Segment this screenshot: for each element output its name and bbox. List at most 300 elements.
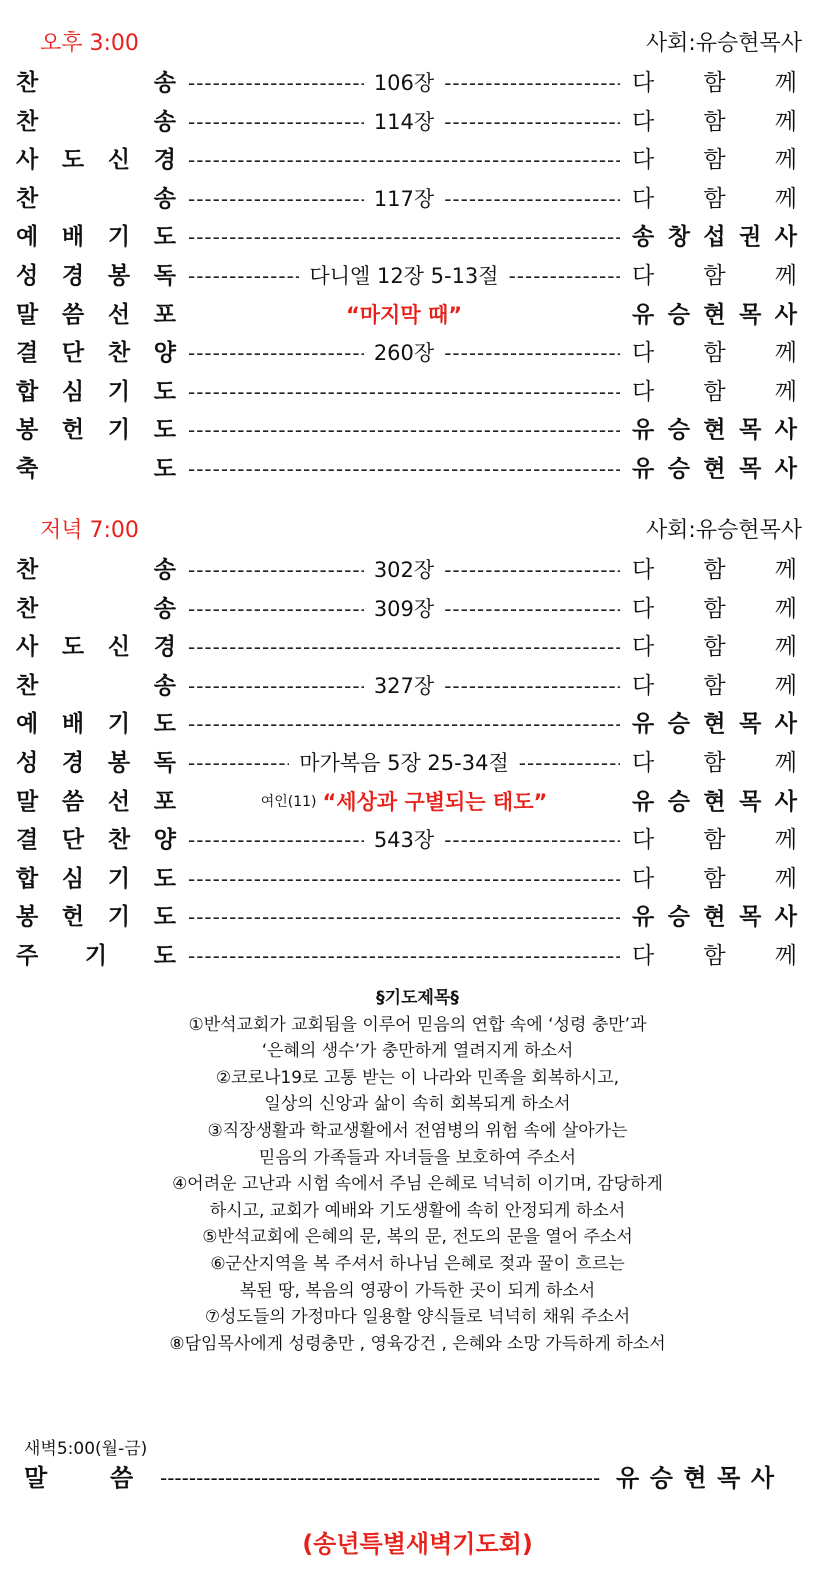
leader-dashes [444,64,620,102]
leader-char: 함 [703,827,726,854]
leader-char: 함 [703,70,726,96]
leader-char: 다 [632,185,655,212]
leader-char: 께 [774,185,797,212]
order-detail [188,141,620,179]
label-char: 기 [107,378,131,405]
label-char: 헌 [61,417,85,444]
prayer-line: ④어려운 고난과 시험 속에서 주님 은혜로 넉넉히 이기며, 감당하게 [172,1174,663,1195]
label-char: 신 [107,147,131,174]
leader-char: 목 [739,788,762,815]
order-detail [188,898,620,936]
order-row [0,296,835,335]
leader-char: 다 [632,108,655,135]
order-detail [188,667,620,705]
prayer-line: ③직장생활과 학교생활에서 전염병의 위험 속에 살아가는 [207,1120,628,1141]
order-label [16,628,176,666]
leader-dashes [188,180,364,218]
leader-char: 함 [703,262,726,289]
label-char: 헌 [61,904,85,931]
leader-dashes [444,590,620,628]
order-leader [632,744,797,782]
order-label [16,450,176,488]
section-header [0,507,835,551]
leader-char: 사 [774,301,797,328]
service-time: 저녁 7:00 [40,518,139,543]
label-char: 선 [107,788,131,815]
label-char: 도 [153,417,176,444]
order-detail [188,450,620,488]
leader-char: 유 [632,417,655,444]
leader-char: 께 [774,557,797,583]
prayer-topics [0,985,835,1357]
leader-dashes [188,821,364,859]
label-char: 축 [16,455,39,482]
order-row [0,218,835,257]
leader-char: 께 [774,634,797,661]
leader-char: 께 [774,378,797,405]
leader-char: 유 [616,1464,640,1492]
leader-dashes [509,257,620,295]
leader-char: 께 [774,595,797,622]
label-char: 말 [16,301,39,328]
order-label [16,551,176,589]
leader-char: 현 [703,417,726,444]
leader-char: 섭 [703,224,726,251]
leader-char: 목 [739,301,762,328]
section-header [0,20,835,64]
leader-char: 사 [774,417,797,444]
leader-dashes [188,898,620,936]
leader-char: 께 [774,262,797,289]
prayer-line: 믿음의 가족들과 자녀들을 보호하여 주소서 [258,1147,577,1168]
prayer-line: ⑦성도들의 가정마다 일용할 양식들로 넉넉히 채워 주소서 [204,1307,631,1328]
leader-char: 함 [703,634,726,661]
order-label [16,296,176,334]
leader-char: 현 [703,904,726,931]
order-label [16,411,176,449]
order-detail [188,103,620,141]
leader-char: 현 [703,711,726,738]
label-char: 경 [61,262,85,289]
leader-dashes [444,667,620,705]
leader-char: 다 [632,749,655,776]
order-label [16,821,176,859]
label-char: 양 [153,827,176,854]
order-row [0,667,835,706]
label-char: 송 [153,672,176,699]
order-list [0,551,835,976]
label-char: 봉 [107,262,131,289]
label-char: 씀 [61,301,85,328]
label-char: 결 [16,340,39,367]
leader-dashes [188,257,299,295]
label-char: 사 [16,634,39,661]
order-leader [632,180,797,218]
leader-char: 승 [667,455,690,482]
leader-char: 다 [632,557,655,583]
order-reference: 302장 [373,558,435,582]
label-char: 도 [61,634,85,661]
label-char: 송 [153,108,176,135]
leader-char: 함 [703,672,726,699]
leader-char: 다 [632,827,655,854]
leader-char: 함 [703,942,726,969]
prayer-line: 복된 땅, 복음의 영광이 가득한 곳이 되게 하소서 [239,1280,596,1301]
leader-char: 께 [774,865,797,892]
label-char: 송 [153,557,176,583]
label-char: 합 [16,865,39,892]
order-leader [632,705,797,743]
leader-dashes [188,218,620,256]
order-reference: 543장 [373,828,435,853]
order-leader [632,257,797,295]
order-row [0,257,835,296]
leader-char: 다 [632,942,655,969]
leader-dashes [188,937,620,975]
service-time: 오후 3:00 [40,31,139,56]
order-detail [188,744,620,782]
label-char: 성 [16,749,39,776]
leader-char: 함 [703,340,726,367]
order-leader [632,141,797,179]
label-char: 찬 [107,827,131,854]
dawn-label-2: 씀 [110,1464,134,1492]
dawn-label-1: 말 [24,1464,48,1492]
order-label [16,64,176,102]
leader-dashes [444,551,620,589]
leader-char: 권 [739,224,762,251]
leader-char: 다 [632,595,655,622]
order-row [0,783,835,822]
order-label [16,334,176,372]
label-char: 송 [153,595,176,622]
prayer-line: ⑥군산지역을 복 주셔서 하나님 은혜로 젖과 꿀이 흐르는 [210,1253,625,1274]
order-detail [188,628,620,666]
label-char: 포 [153,301,176,328]
label-char: 단 [61,340,85,367]
leader-char: 사 [774,788,797,815]
leader-char: 함 [703,865,726,892]
label-char: 경 [153,634,176,661]
order-detail [188,257,620,295]
label-char: 찬 [16,557,39,583]
evening-section [0,507,835,976]
label-char: 기 [84,942,108,969]
leader-char: 함 [703,557,726,583]
leader-char: 승 [649,1464,673,1492]
dawn-time: 새벽5:00(월-금) [24,1439,148,1459]
leader-char: 함 [703,378,726,405]
order-detail [188,296,620,334]
dawn-leader [616,1458,774,1498]
dawn-row [0,1458,835,1498]
order-leader [632,628,797,666]
label-char: 신 [107,634,131,661]
order-label [16,373,176,411]
prayer-heading: §기도제목§ [376,988,459,1008]
order-row [0,744,835,783]
leader-char: 승 [667,788,690,815]
leader-char: 목 [739,455,762,482]
leader-char: 승 [667,904,690,931]
label-char: 성 [16,262,39,289]
label-char: 포 [153,788,176,815]
order-reference: 114장 [373,109,435,134]
order-detail [188,373,620,411]
leader-char: 께 [774,340,797,367]
label-char: 결 [16,827,39,854]
order-label [16,937,176,975]
order-reference: 117장 [373,186,435,211]
order-row [0,180,835,219]
order-row [0,450,835,489]
leader-char: 함 [703,108,726,135]
order-row [0,705,835,744]
order-row [0,373,835,412]
leader-char: 께 [774,827,797,854]
leader-char: 유 [632,711,655,738]
order-leader [632,103,797,141]
leader-dashes [188,705,620,743]
leader-dashes [188,860,620,898]
leader-char: 께 [774,942,797,969]
label-char: 찬 [16,672,39,699]
leader-dashes [519,744,620,782]
label-char: 합 [16,378,39,405]
service-host: 사회:유승현목사 [645,518,802,543]
leader-char: 목 [739,417,762,444]
order-label [16,860,176,898]
label-char: 봉 [107,749,131,776]
leader-char: 다 [632,262,655,289]
label-char: 도 [153,711,176,738]
label-char: 도 [153,455,176,482]
leader-char: 창 [667,224,690,251]
leader-dashes [188,628,620,666]
label-char: 기 [107,865,131,892]
order-detail [188,783,620,821]
leader-dashes [188,411,620,449]
label-char: 독 [153,262,176,289]
prayer-line: ‘은혜의 생수’가 충만하게 열려지게 하소서 [261,1041,574,1062]
label-char: 경 [61,749,85,776]
label-char: 도 [153,378,176,405]
sermon-title: “세상과 구별되는 태도” [322,789,548,814]
label-char: 도 [153,865,176,892]
order-leader [632,860,797,898]
order-leader [632,373,797,411]
order-leader [632,334,797,372]
leader-char: 목 [739,904,762,931]
leader-char: 다 [632,378,655,405]
order-detail [188,411,620,449]
leader-char: 다 [632,865,655,892]
leader-dashes [188,334,364,372]
leader-char: 께 [774,749,797,776]
order-row [0,860,835,899]
leader-char: 사 [774,904,797,931]
order-leader [632,898,797,936]
order-row [0,103,835,142]
sermon-title: “마지막 때” [345,302,463,327]
order-leader [632,937,797,975]
order-leader [632,783,797,821]
order-label [16,590,176,628]
label-char: 경 [153,147,176,174]
leader-dashes [444,334,620,372]
order-reference: 327장 [373,673,435,698]
leader-char: 사 [774,224,797,251]
label-char: 양 [153,340,176,367]
leader-char: 현 [703,455,726,482]
order-detail [188,64,620,102]
label-char: 말 [16,788,39,815]
label-char: 주 [16,942,39,969]
leader-dashes [188,373,620,411]
order-leader [632,590,797,628]
leader-dashes [444,103,620,141]
order-row [0,898,835,937]
prayer-line: 하시고, 교회가 예배와 기도생활에 속히 안정되게 하소서 [209,1200,626,1221]
leader-char: 께 [774,672,797,699]
order-reference: 다니엘 12장 5-13절 [309,263,499,288]
label-char: 찬 [16,108,39,135]
order-row [0,334,835,373]
leader-char: 다 [632,340,655,367]
label-char: 도 [153,224,176,251]
leader-char: 승 [667,301,690,328]
leader-char: 함 [703,595,726,622]
label-char: 예 [16,711,39,738]
order-label [16,218,176,256]
leader-char: 함 [703,185,726,212]
order-row [0,141,835,180]
order-detail [188,937,620,975]
leader-char: 께 [774,70,797,96]
label-char: 찬 [16,70,39,96]
label-char: 사 [16,147,39,174]
leader-dashes [188,590,364,628]
afternoon-section [0,20,835,489]
leader-dashes [188,103,364,141]
leader-char: 사 [774,455,797,482]
leader-dashes [188,141,620,179]
label-char: 기 [107,711,131,738]
leader-char: 함 [703,749,726,776]
order-leader [632,821,797,859]
leader-char: 유 [632,904,655,931]
leader-dashes [188,450,620,488]
prayer-line: ⑧담임목사에게 성령충만 , 영육강건 , 은혜와 소망 가득하게 하소서 [169,1333,666,1354]
label-char: 선 [107,301,131,328]
leader-char: 다 [632,634,655,661]
order-label [16,783,176,821]
sermon-prefix: 여인(11) [260,793,317,810]
label-char: 단 [61,827,85,854]
leader-char: 께 [774,108,797,135]
label-char: 송 [153,185,176,212]
order-leader [632,218,797,256]
leader-char: 께 [774,147,797,174]
leader-char: 사 [774,711,797,738]
order-detail [188,551,620,589]
order-leader [632,450,797,488]
order-detail [188,180,620,218]
order-label [16,103,176,141]
order-reference: 마가복음 5장 25-34절 [299,750,509,775]
order-reference: 106장 [373,71,435,95]
prayer-line: ⑤반석교회에 은혜의 문, 복의 문, 전도의 문을 열어 주소서 [202,1227,633,1248]
order-row [0,590,835,629]
leader-dashes [188,551,364,589]
leader-char: 현 [683,1464,707,1492]
label-char: 예 [16,224,39,251]
leader-char: 목 [739,711,762,738]
leader-char: 송 [632,224,655,251]
leader-char: 다 [632,70,655,96]
order-detail [188,860,620,898]
leader-dashes [444,180,620,218]
order-label [16,180,176,218]
dawn-note: (송년특별새벽기도회) [302,1530,533,1558]
prayer-line: ②코로나19로 고통 받는 이 나라와 민족을 회복하시고, [215,1067,620,1088]
leader-dashes [188,744,289,782]
order-leader [632,64,797,102]
service-host: 사회:유승현목사 [645,31,802,56]
label-char: 배 [61,224,85,251]
label-char: 도 [153,904,176,931]
order-label [16,141,176,179]
label-char: 독 [153,749,176,776]
order-detail [188,821,620,859]
order-detail [188,334,620,372]
leader-char: 유 [632,301,655,328]
order-detail [188,590,620,628]
prayer-lines [0,1012,835,1358]
leader-char: 유 [632,455,655,482]
label-char: 심 [61,865,85,892]
order-row [0,628,835,667]
label-char: 봉 [16,417,39,444]
label-char: 기 [107,224,131,251]
label-char: 찬 [16,595,39,622]
order-detail [188,218,620,256]
leader-char: 다 [632,672,655,699]
order-leader [632,667,797,705]
leader-dashes [188,667,364,705]
leader-char: 현 [703,301,726,328]
prayer-line: 일상의 신앙과 삶이 속히 회복되게 하소서 [264,1094,571,1115]
label-char: 봉 [16,904,39,931]
label-char: 찬 [107,340,131,367]
order-list [0,64,835,489]
order-label [16,257,176,295]
leader-char: 목 [717,1464,741,1492]
leader-char: 유 [632,788,655,815]
order-leader [632,296,797,334]
leader-char: 현 [703,788,726,815]
order-reference: 309장 [373,596,435,621]
leader-char: 함 [703,147,726,174]
order-row [0,411,835,450]
leader-char: 사 [750,1464,774,1492]
label-char: 기 [107,417,131,444]
leader-dashes [444,821,620,859]
label-char: 배 [61,711,85,738]
order-label [16,705,176,743]
order-reference: 260장 [373,341,435,366]
order-row [0,64,835,103]
